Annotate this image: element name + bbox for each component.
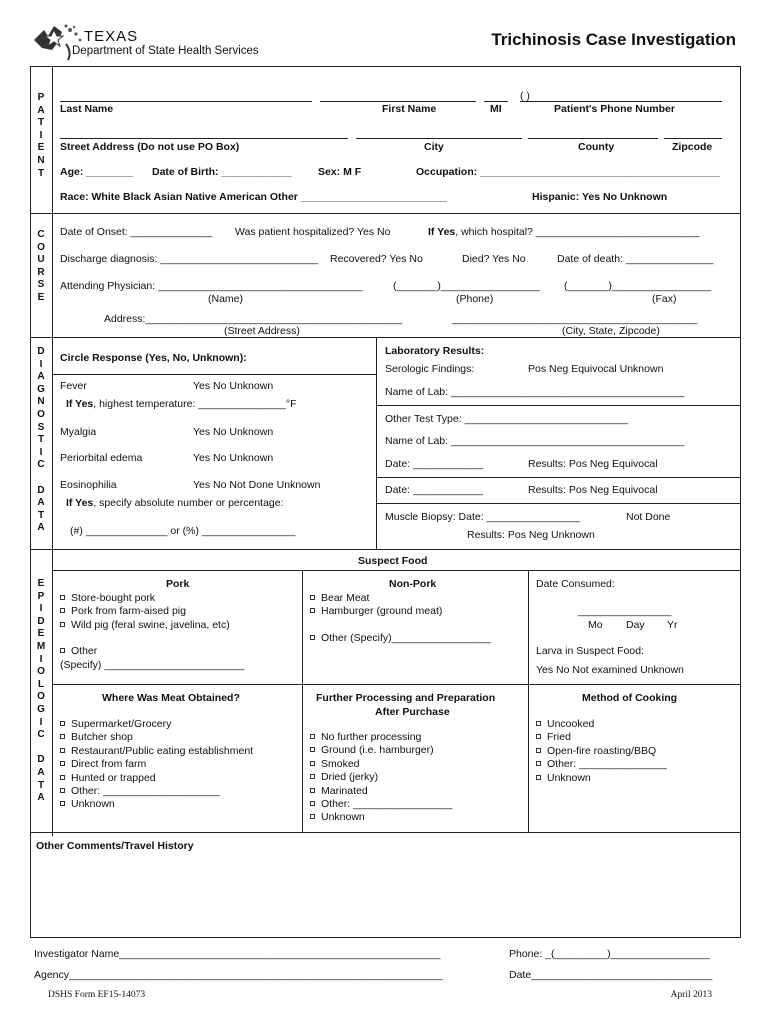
eosino-if-yes-label: If Yes [66,497,94,509]
periorbital-label: Periorbital edema [60,452,143,464]
test-results1-options[interactable]: Results: Pos Neg Equivocal [528,458,658,470]
mi-label: MI [490,103,502,115]
further-list [310,731,452,825]
method-item[interactable]: Uncooked [536,718,667,731]
method-item[interactable]: Other: _______________ [536,758,667,771]
checkbox-icon[interactable] [310,635,315,640]
address-field[interactable]: Address:____________________________________________ [104,313,403,325]
day-caption: Day [626,619,645,631]
biopsy-not-done-option[interactable]: Not Done [626,511,671,523]
sex-options[interactable]: Sex: M F [318,166,362,178]
course-divider [30,337,741,338]
circle-response-underline [52,374,376,375]
hospitalized-options[interactable]: Was patient hospitalized? Yes No [235,226,391,238]
discharge-field[interactable]: Discharge diagnosis: ___________________________ [60,253,319,265]
further-item[interactable]: Dried (jerky) [310,771,452,784]
last-name-field[interactable] [60,101,312,102]
county-field[interactable] [528,138,658,139]
pork-heading: Pork [166,578,190,590]
onset-field[interactable]: Date of Onset: ______________ [60,226,213,238]
myalgia-label: Myalgia [60,426,97,438]
eosino-count-field[interactable]: (#) ______________ or (%) ________________ [70,525,296,537]
city-caption: (City, State, Zipcode) [562,325,660,337]
epi-divider [30,832,741,833]
checkbox-icon[interactable] [536,734,541,739]
first-name-label: First Name [382,103,437,115]
diag-divider-vertical [376,337,377,549]
date-consumed-field[interactable]: ________________ [578,605,672,617]
where-list [60,718,253,812]
nonpork-heading: Non-Pork [389,578,437,590]
fever-options[interactable]: Yes No Unknown [193,380,274,392]
lab-name2-field[interactable]: Name of Lab: ________________________________________ [385,435,685,447]
where-item[interactable]: Supermarket/Grocery [60,718,253,731]
further-item[interactable]: Marinated [310,785,452,798]
circle-response-label: Circle Response (Yes, No, Unknown): [60,352,247,364]
died-options[interactable]: Died? Yes No [462,253,526,265]
checkbox-icon[interactable] [60,734,65,739]
physician-field[interactable]: Attending Physician: ___________________________________ [60,280,363,292]
diag-divider [30,549,741,550]
checkbox-icon[interactable] [310,788,315,793]
checkbox-icon[interactable] [60,775,65,780]
address-line2-field[interactable]: __________________________________________ [452,313,698,325]
comments-area[interactable] [34,856,734,934]
fever-temp-text: , highest temperature: _______________°F [93,398,297,410]
other-test-field[interactable]: Other Test Type: ____________________________ [385,413,629,425]
age-field[interactable]: Age: ________ [60,166,133,178]
method-heading: Method of Cooking [582,692,678,704]
patient-phone-label: Patient's Phone Number [554,103,675,115]
periorbital-options[interactable]: Yes No Unknown [193,452,274,464]
epi-side-label: E P I D E M I O L O G I C D A T A [36,578,46,804]
nonpork-list [310,592,442,619]
last-name-label: Last Name [60,103,114,115]
nonpork-item[interactable]: Bear Meat [310,592,442,605]
further-item[interactable]: Unknown [310,811,452,824]
course-side-label: C O U R S E [37,229,45,303]
occupation-field[interactable]: Occupation: _________________________________________ [416,166,720,178]
pork-item[interactable]: Pork from farm-aised pig [60,605,230,618]
street-caption: (Street Address) [224,325,300,337]
further-item[interactable]: No further processing [310,731,452,744]
checkbox-icon[interactable] [60,595,65,600]
pork-specify-field[interactable]: (Specify) ________________________ [60,659,245,671]
epi-col-divider-2 [528,570,529,832]
mo-caption: Mo [588,619,603,631]
where-item[interactable]: Other: ____________________ [60,785,253,798]
physician-phone-field[interactable]: (_______)_________________ [393,280,541,292]
recovered-options[interactable]: Recovered? Yes No [330,253,423,265]
nonpork-other-item[interactable]: Other (Specify)_________________ [310,632,491,644]
myalgia-options[interactable]: Yes No Unknown [193,426,274,438]
patient-phone-field[interactable] [520,101,722,102]
patient-phone-paren: ( ) [520,90,530,102]
fax-caption: (Fax) [652,293,677,305]
street-label: Street Address (Do not use PO Box) [60,141,240,153]
further-item[interactable]: Ground (i.e. hamburger) [310,744,452,757]
further-heading: Further Processing and Preparation [316,692,496,704]
investigator-field[interactable]: Investigator Name_______________________________________________________ [34,948,441,960]
county-label: County [578,141,615,153]
pork-item[interactable]: Store-bought pork [60,592,230,605]
where-item[interactable]: Hunted or trapped [60,772,253,785]
which-hospital-field[interactable] [428,226,699,238]
fever-temp-field[interactable] [66,398,297,410]
side-column-divider [52,66,53,836]
checkbox-icon[interactable] [310,747,315,752]
checkbox-icon[interactable] [536,748,541,753]
nonpork-item[interactable]: Hamburger (ground meat) [310,605,442,618]
checkbox-icon[interactable] [60,801,65,806]
where-item[interactable]: Direct from farm [60,758,253,771]
checkbox-icon[interactable] [310,761,315,766]
if-yes-label: If Yes [428,226,456,238]
suspect-food-title: Suspect Food [358,555,428,567]
checkbox-icon[interactable] [60,648,65,653]
larva-label: Larva in Suspect Food: [536,645,644,657]
patient-divider [30,213,741,214]
further-item[interactable]: Other: _________________ [310,798,452,811]
test-date2-field[interactable]: Date: ____________ [385,484,484,496]
biopsy-date-field[interactable]: Muscle Biopsy: Date: ________________ [385,511,580,523]
checkbox-icon[interactable] [60,721,65,726]
larva-options[interactable]: Yes No Not examined Unknown [536,664,684,676]
serologic-options[interactable]: Pos Neg Equivocal Unknown [528,363,664,375]
date-consumed-label: Date Consumed: [536,578,615,590]
yr-caption: Yr [667,619,678,631]
where-item[interactable]: Restaurant/Public eating establishment [60,745,253,758]
checkbox-icon[interactable] [60,608,65,613]
logo-department-text: Department of State Health Services [72,45,259,57]
checkbox-icon[interactable] [536,775,541,780]
checkbox-icon[interactable] [310,595,315,600]
logo-texas-text: TEXAS [84,28,139,45]
checkbox-icon[interactable] [310,814,315,819]
checkbox-icon[interactable] [536,761,541,766]
eosino-label: Eosinophilia [60,479,117,491]
dshs-logo [32,22,262,64]
city-field[interactable] [356,138,522,139]
hispanic-options[interactable]: Hispanic: Yes No Unknown [532,191,668,203]
name-caption: (Name) [208,293,244,305]
test-results2-options[interactable]: Results: Pos Neg Equivocal [528,484,658,496]
checkbox-icon[interactable] [60,748,65,753]
further-heading-2: After Purchase [375,706,450,718]
revision-date: April 2013 [670,990,712,1000]
investigator-phone-field[interactable]: Phone: _(_________)_________________ [509,948,710,960]
first-name-field[interactable] [320,101,476,102]
further-item[interactable]: Smoked [310,758,452,771]
agency-field[interactable]: Agency________________________________________________________________ [34,969,443,981]
fever-if-yes-label: If Yes [66,398,94,410]
method-list [536,718,667,785]
test-date1-field[interactable]: Date: ____________ [385,458,484,470]
eosino-specify: , specify absolute number or percentage: [93,497,284,509]
lab-divider-2 [376,477,741,478]
death-date-field[interactable]: Date of death: _______________ [557,253,714,265]
dob-field[interactable]: Date of Birth: ____________ [152,166,292,178]
pork-list [60,592,230,632]
checkbox-icon[interactable] [310,801,315,806]
checkbox-icon[interactable] [310,774,315,779]
checkbox-icon[interactable] [536,721,541,726]
eosino-specify-text [66,497,284,509]
form-title: Trichinosis Case Investigation [491,30,736,49]
suspect-food-divider [52,570,741,571]
street-field[interactable] [60,138,348,139]
date-field[interactable]: Date_______________________________ [509,969,713,981]
method-item[interactable]: Open-fire roasting/BBQ [536,745,667,758]
lab-divider-3 [376,503,741,504]
form-number: DSHS Form EF15-14073 [48,990,146,1000]
method-item[interactable]: Fried [536,731,667,744]
zip-label: Zipcode [672,141,713,153]
fever-label: Fever [60,380,87,392]
pork-item[interactable]: Wild pig (feral swine, javelina, etc) [60,619,230,632]
checkbox-icon[interactable] [60,761,65,766]
where-item[interactable]: Butcher shop [60,731,253,744]
diag-side-label: D I A G N O S T I C D A T A [37,346,45,534]
zip-field[interactable] [664,138,722,139]
eosino-options[interactable]: Yes No Not Done Unknown [193,479,321,491]
pork-other-item[interactable]: Other [60,645,97,657]
lab-results-title: Laboratory Results: [385,345,485,357]
checkbox-icon[interactable] [310,734,315,739]
physician-fax-field[interactable]: (_______)_________________ [564,280,712,292]
which-hospital-text: , which hospital? ____________________________ [455,226,700,238]
phone-caption: (Phone) [456,293,494,305]
city-label: City [424,141,444,153]
biopsy-results-options[interactable]: Results: Pos Neg Unknown [467,529,595,541]
where-item[interactable]: Unknown [60,798,253,811]
serologic-label: Serologic Findings: [385,363,475,375]
checkbox-icon[interactable] [310,608,315,613]
lab-name-field[interactable]: Name of Lab: ________________________________________ [385,386,685,398]
patient-side-label: P A T I E N T [37,92,45,179]
epi-col-divider-1 [302,570,303,832]
method-item[interactable]: Unknown [536,772,667,785]
checkbox-icon[interactable] [60,788,65,793]
checkbox-icon[interactable] [60,622,65,627]
where-heading: Where Was Meat Obtained? [102,692,240,704]
comments-title: Other Comments/Travel History [36,840,194,852]
mi-field[interactable] [484,101,508,102]
epi-row-divider [52,684,741,685]
lab-divider-1 [376,405,741,406]
race-options[interactable]: Race: White Black Asian Native American Other _________________________ [60,191,447,203]
